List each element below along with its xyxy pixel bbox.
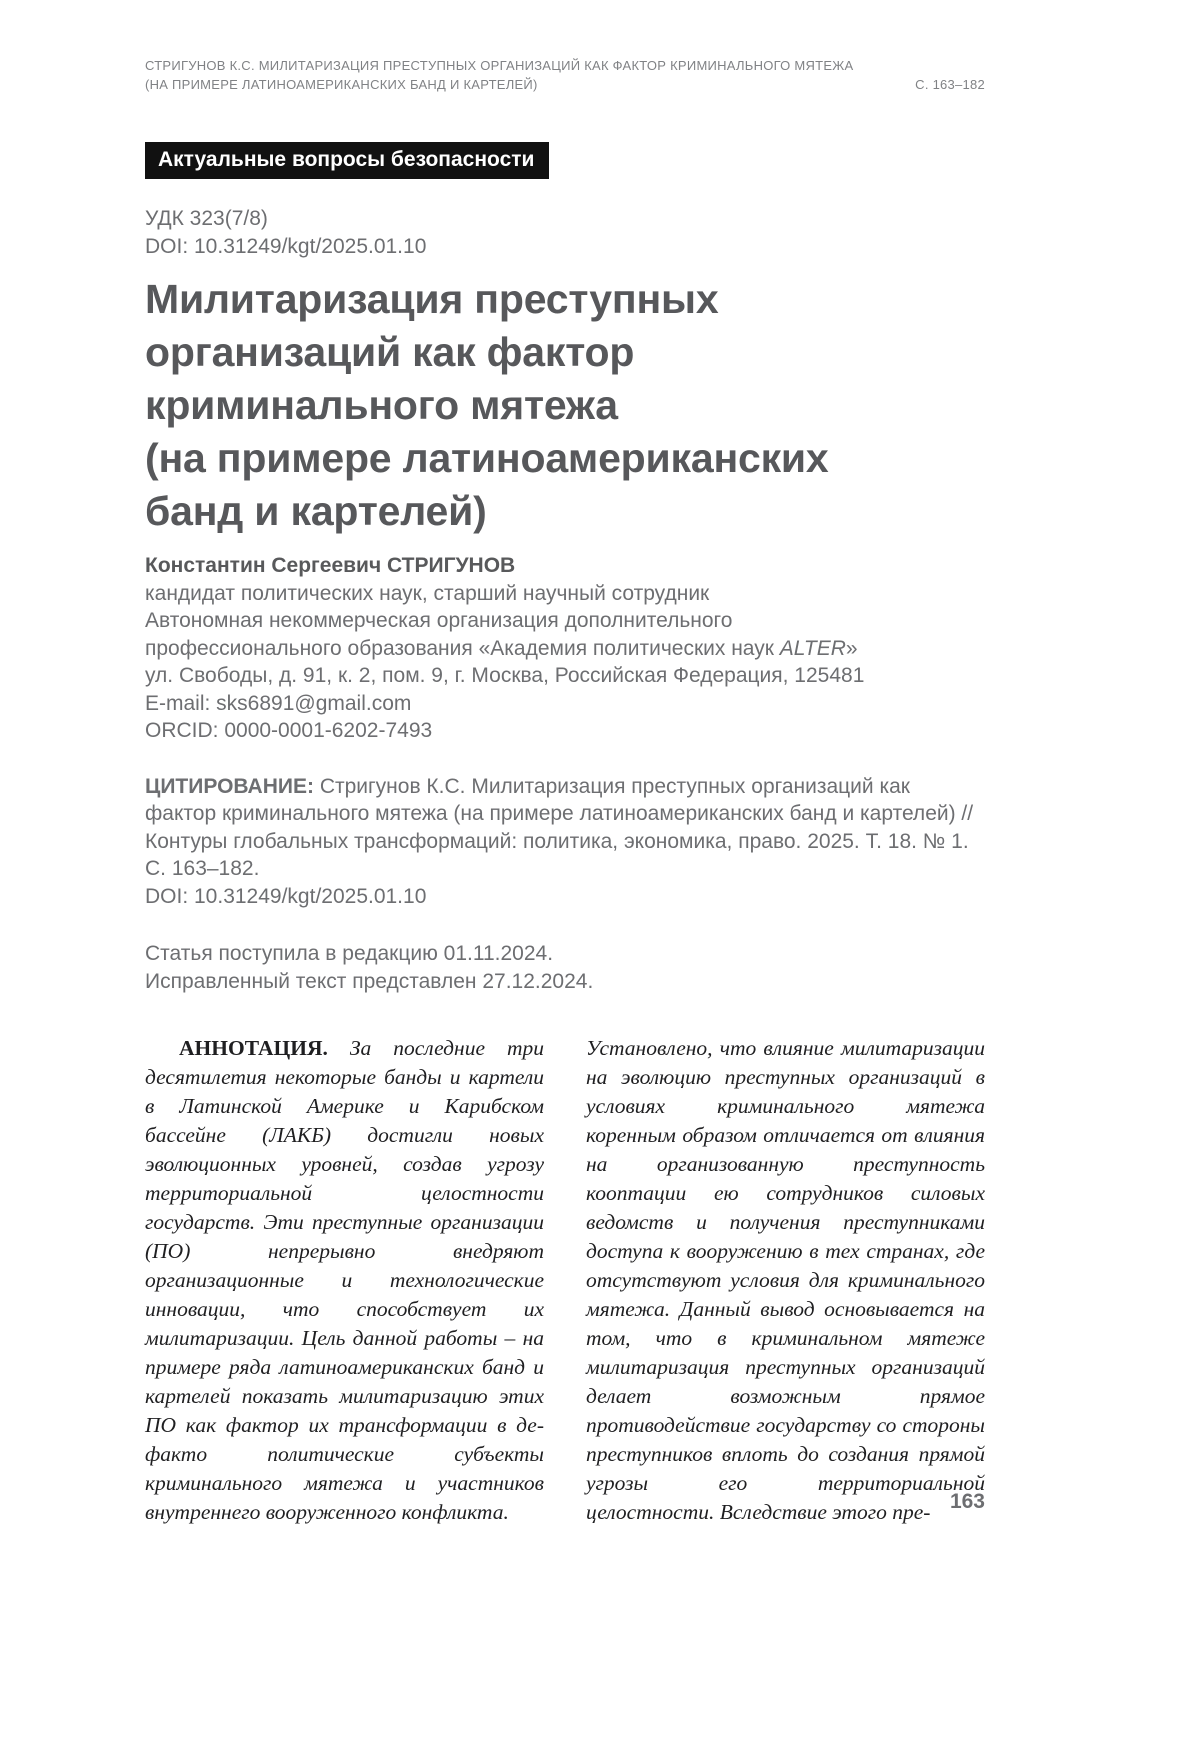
udc-number: УДК 323(7/8)	[145, 207, 268, 230]
abstract-right-column	[586, 1034, 985, 1527]
abstract-left-paragraph	[145, 1034, 544, 1527]
doi-number: DOI: 10.31249/kgt/2025.01.10	[145, 235, 427, 258]
article-meta	[145, 205, 985, 261]
running-head-line2: (НА ПРИМЕРЕ ЛАТИНОАМЕРИКАНСКИХ БАНД И КАРТЕЛЕЙ)	[145, 77, 538, 92]
abstract-left-column	[145, 1034, 544, 1527]
abstract-right-paragraph: Установлено, что влияние милитаризации на эволюцию преступных организаций в условиях криминального мятежа коренным образом отличается от влияния на организованную преступность кооптации ею сотрудников силовых ведомств и получения преступниками доступа к вооружению в тех странах, где отсутствуют условия для криминального мятежа. Данный вывод основывается на том, что в криминальном мятеже милитаризация преступных организаций делает возможным прямое противодействие государству со стороны преступников вплоть до создания прямой угрозы его территориальной целостности. Вследствие этого пре-	[586, 1036, 985, 1524]
author-affiliation-line1: Автономная некоммерческая организация дополнительного	[145, 609, 733, 632]
running-head-title	[145, 56, 853, 94]
section-badge-row	[145, 142, 985, 179]
citation-label: ЦИТИРОВАНИЕ:	[145, 774, 314, 798]
section-badge: Актуальные вопросы безопасности	[145, 142, 549, 179]
running-head-pages: С. 163–182	[915, 77, 985, 92]
author-email: E-mail: sks6891@gmail.com	[145, 691, 412, 715]
article-title: Милитаризация преступных организаций как фактор криминального мятежа (на примере латиноамериканских банд и картелей)	[145, 276, 829, 534]
affiliation-text: профессионального образования «Академия политических наук	[145, 636, 780, 660]
abstract-label: АННОТАЦИЯ.	[179, 1036, 328, 1060]
running-head-line1: СТРИГУНОВ К.С. МИЛИТАРИЗАЦИЯ ПРЕСТУПНЫХ ОРГАНИЗАЦИЙ КАК ФАКТОР КРИМИНАЛЬНОГО МЯТЕЖА	[145, 58, 854, 73]
author-block	[145, 552, 985, 745]
page-number: 163	[949, 1490, 985, 1513]
dates-block	[145, 940, 985, 996]
author-affiliation-line2	[145, 635, 985, 663]
author-position: кандидат политических наук, старший научный сотрудник	[145, 581, 710, 605]
author-name: Константин Сергеевич СТРИГУНОВ	[145, 554, 516, 577]
affiliation-org-name: ALTER	[779, 636, 846, 660]
citation-block	[145, 773, 985, 911]
revised-date: Исправленный текст представлен 27.12.2024.	[145, 970, 594, 993]
affiliation-close-quote: »	[845, 636, 858, 660]
received-date: Статья поступила в редакцию 01.11.2024.	[145, 942, 554, 965]
author-address: ул. Свободы, д. 91, к. 2, пом. 9, г. Москва, Российская Федерация, 125481	[145, 664, 865, 687]
citation-text: Стригунов К.С. Милитаризация преступных организаций как фактор криминального мятежа (на примере латиноамериканских банд и картелей) // Контуры глобальных трансформаций: политика, экономика, право. 2025. Т. 18. № 1. С. 163–182.	[145, 774, 974, 880]
running-head	[145, 0, 985, 94]
page-content	[145, 0, 985, 1527]
citation-doi: DOI: 10.31249/kgt/2025.01.10	[145, 884, 427, 908]
abstract-left-text: За последние три десятилетия некоторые банды и картели в Латинской Америке и Карибском бассейне (ЛАКБ) достигли новых эволюционных уровней, создав угрозу территориальной целостности государств. Эти преступные организации (ПО) непрерывно внедряют организационные и технологические инновации, что способствует их милитаризации. Цель данной работы – на примере ряда латиноамериканских банд и картелей показать милитаризацию этих ПО как фактор их трансформации в де-факто политические субъекты криминального мятежа и участников внутреннего вооруженного конфликта.	[145, 1036, 544, 1524]
author-orcid: ORCID: 0000-0001-6202-7493	[145, 719, 433, 742]
citation-paragraph	[145, 773, 985, 883]
abstract	[145, 1034, 985, 1527]
